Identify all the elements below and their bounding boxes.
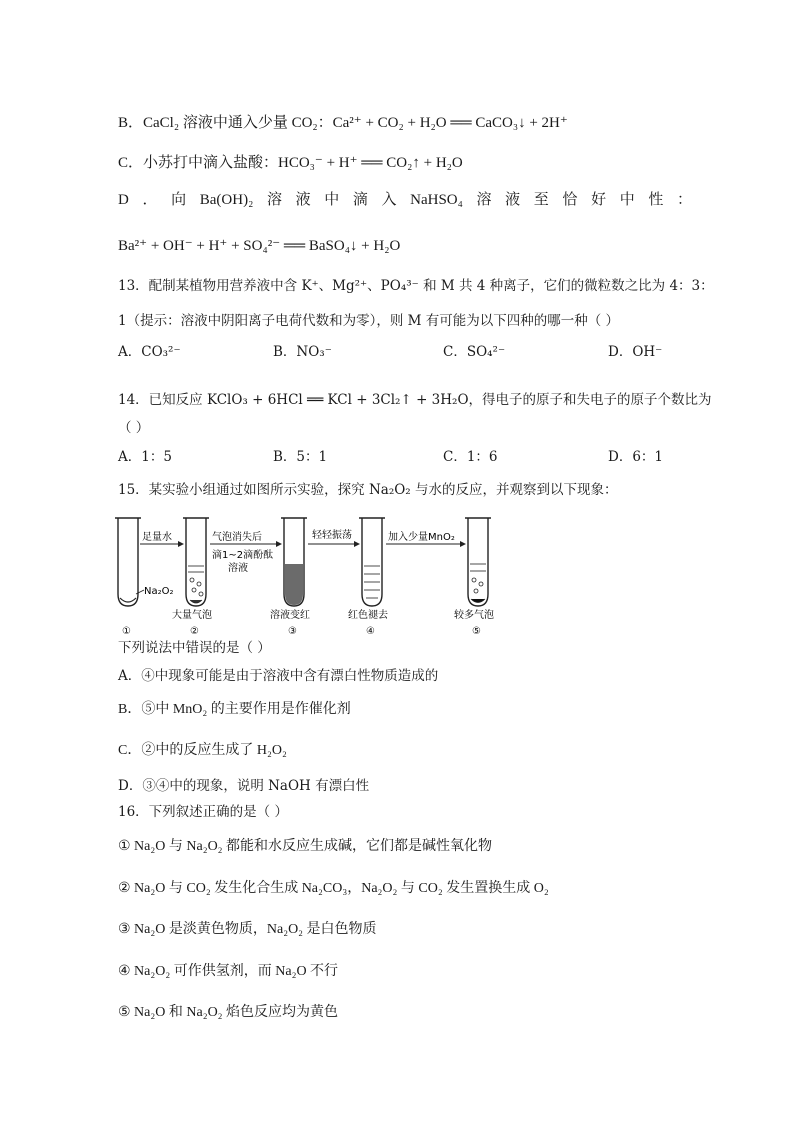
q14-option-b: B．5：1 (273, 449, 328, 465)
test-tube-2 (183, 518, 209, 606)
reagent-label: Na₂O₂ (144, 586, 174, 597)
q13-options (118, 342, 678, 362)
q12-d-token: NaHSO₄ (410, 192, 463, 208)
q14-options (118, 447, 678, 467)
caption-3: 溶液变红 (270, 610, 310, 621)
number-5: ⑤ (472, 626, 481, 637)
q14-option-d: D．6：1 (608, 449, 664, 465)
q13-option-a: A．CO₃²⁻ (118, 344, 181, 360)
q12-d-token: 入 (381, 192, 397, 208)
number-3: ③ (288, 626, 297, 637)
q16-item-1: ① Na₂O 与 Na₂O₂ 都能和水反应生成碱，它们都是碱性氧化物 (118, 839, 493, 854)
arrow2-top-label: 气泡消失后 (212, 532, 262, 543)
q13-option-d: D．OH⁻ (608, 344, 663, 360)
number-1: ① (122, 626, 131, 637)
experiment-diagram (112, 514, 502, 640)
arrow2-bottom-label-1: 滴1~2滴酚酞 (212, 550, 274, 561)
q15-question: 下列说法中错误的是（ ） (118, 640, 271, 656)
arrow2-bottom-label-2: 溶液 (228, 563, 248, 574)
q12-d-token: 中 (619, 192, 635, 208)
q13-option-c: C．SO₄²⁻ (443, 344, 506, 360)
q12-d-token: 液 (295, 192, 311, 208)
q14-option-c: C．1：6 (443, 449, 498, 465)
test-tube-3 (281, 518, 307, 606)
arrow3-label: 轻轻振荡 (312, 530, 352, 541)
q12-d-token: D (118, 192, 129, 208)
q12-option-d-line1 (118, 190, 692, 210)
q16-item-3: ③ Na₂O 是淡黄色物质，Na₂O₂ 是白色物质 (118, 922, 377, 937)
q12-d-token: 好 (591, 192, 607, 208)
test-tube-1 (115, 518, 141, 606)
q16-item-5: ⑤ Na₂O 和 Na₂O₂ 焰色反应均为黄色 (118, 1005, 339, 1020)
q12-option-d-line2: Ba²⁺ + OH⁻ + H⁺ + SO₄²⁻ ══ BaSO₄↓ + H₂O (118, 238, 401, 254)
test-tube-5 (465, 518, 491, 606)
q12-option-c: C．小苏打中滴入盐酸：HCO₃⁻ + H⁺ ══ CO₂↑ + H₂O (118, 155, 463, 171)
q12-d-token: 至 (533, 192, 549, 208)
test-tube-4 (359, 518, 385, 606)
q15-option-c: C．②中的反应生成了 H₂O₂ (118, 743, 287, 758)
q14-stem-line2: （ ） (118, 420, 150, 436)
q13-stem-line1: 13．配制某植物用营养液中含 K⁺、Mg²⁺、PO₄³⁻ 和 M 共 4 种离子，它们的微粒数之比为 4：3： (118, 278, 714, 294)
q12-d-token: 滴 (352, 192, 368, 208)
caption-2: 大量气泡 (172, 610, 212, 621)
q16-item-2: ② Na₂O 与 CO₂ 发生化合生成 Na₂CO₃，Na₂O₂ 与 CO₂ 发生置换生成 O₂ (118, 881, 549, 896)
q12-d-token: 向 (171, 192, 187, 208)
q14-stem-line1: 14．已知反应 KClO₃ + 6HCl ══ KCl + 3Cl₂↑ + 3H₂O，得电子的原子和失电子的原子个数比为 (118, 392, 712, 408)
q15-option-b: B．⑤中 MnO₂ 的主要作用是作催化剂 (118, 702, 351, 717)
q12-d-token: ． (142, 192, 158, 208)
number-2: ② (190, 626, 199, 637)
arrow4-label: 加入少量MnO₂ (388, 532, 455, 543)
caption-5: 较多气泡 (454, 610, 494, 621)
q12-d-token: 液 (505, 192, 521, 208)
number-4: ④ (366, 626, 375, 637)
q15-option-d: D．③④中的现象，说明 NaOH 有漂白性 (118, 778, 370, 794)
q12-d-token: ： (676, 192, 692, 208)
q12-option-b: B．CaCl₂ 溶液中通入少量 CO₂：Ca²⁺ + CO₂ + H₂O ══ CaCO₃↓ + 2H⁺ (118, 115, 568, 131)
q14-option-a: A．1：5 (118, 449, 172, 465)
q12-d-token: 性 (648, 192, 664, 208)
q15-option-a: A．④中现象可能是由于溶液中含有漂白性物质造成的 (118, 668, 439, 684)
q12-d-token: Ba(OH)₂ (199, 192, 254, 208)
q12-d-token: 中 (324, 192, 340, 208)
q12-d-token: 溶 (476, 192, 492, 208)
q12-d-token: 恰 (562, 192, 578, 208)
q16-item-4: ④ Na₂O₂ 可作供氢剂，而 Na₂O 不行 (118, 964, 339, 979)
q12-d-token: 溶 (266, 192, 282, 208)
caption-4: 红色褪去 (348, 610, 388, 621)
q15-stem: 15．某实验小组通过如图所示实验，探究 Na₂O₂ 与水的反应，并观察到以下现象： (118, 482, 618, 498)
q16-stem: 16．下列叙述正确的是（ ） (118, 804, 288, 820)
q13-option-b: B．NO₃⁻ (273, 344, 332, 360)
arrow1-label: 足量水 (142, 532, 172, 543)
q13-stem-line2: 1（提示：溶液中阴阳离子电荷代数和为零），则 M 有可能为以下四种的哪一种（ ） (118, 313, 620, 329)
